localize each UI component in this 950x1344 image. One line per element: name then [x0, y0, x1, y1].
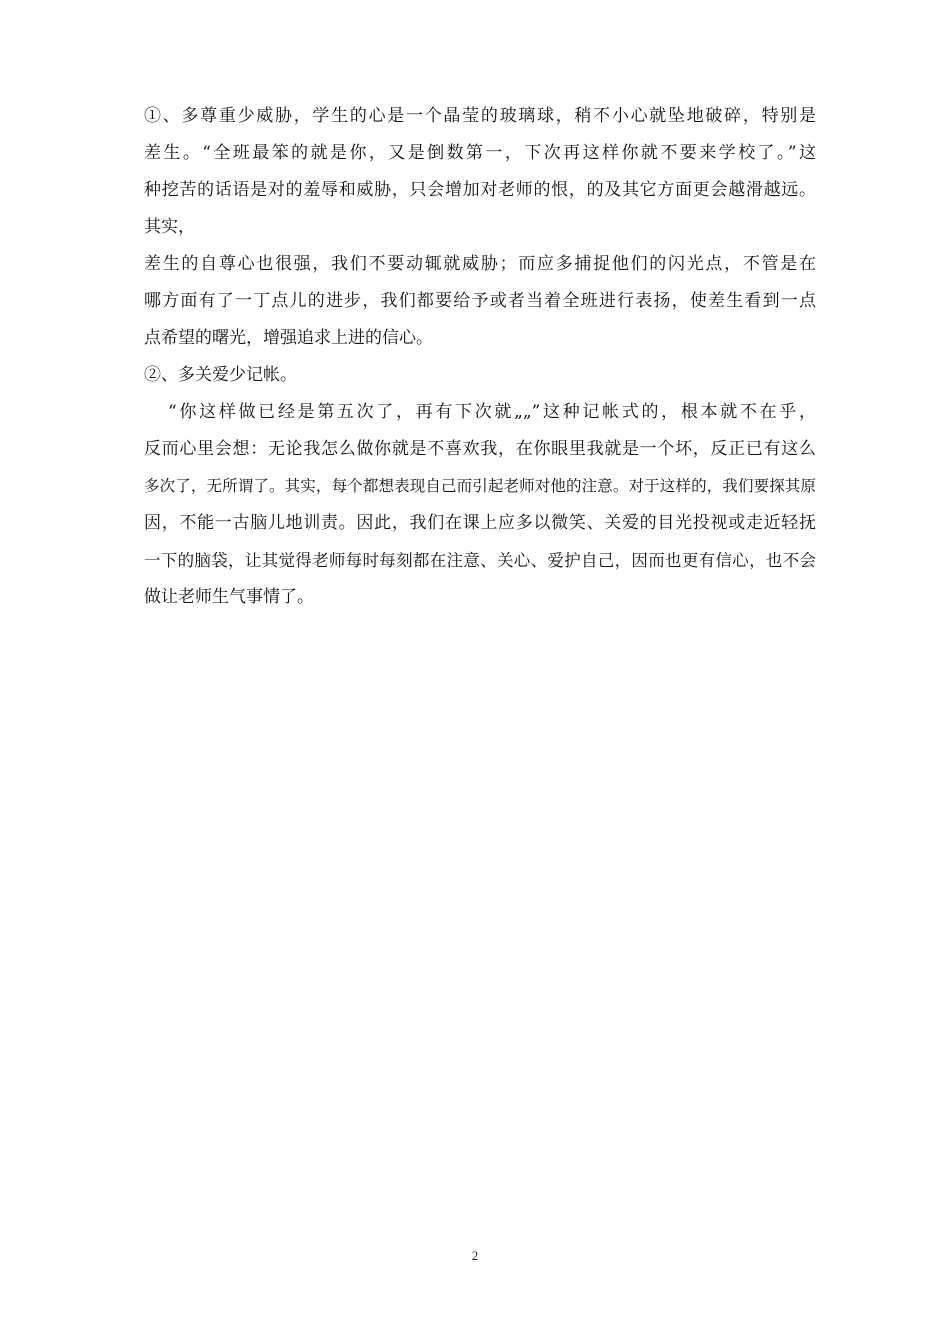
paragraph-line: 多次了，无所谓了。其实，每个都想表现自己而引起老师对他的注意。对于这样的，我们要探其原 — [144, 477, 816, 495]
document-body — [144, 98, 816, 616]
section-heading: ②、多关爱少记帐。 — [144, 365, 297, 385]
paragraph-line: ①、多尊重少威胁，学生的心是一个晶莹的玻璃球，稍不小心就坠地破碎，特别是 — [144, 106, 816, 126]
paragraph-line: 哪方面有了一丁点儿的进步，我们都要给予或者当着全班进行表扬，使差生看到一点 — [144, 291, 816, 311]
paragraph-line: “你这样做已经是第五次了，再有下次就„„”这种记帐式的，根本就不在乎， — [168, 402, 816, 422]
paragraph-line: 因，不能一古脑儿地训责。因此，我们在课上应多以微笑、关爱的目光投视或走近轻抚 — [144, 513, 816, 533]
page-number: 2 — [471, 1248, 479, 1263]
paragraph-line: 差生的自尊心也很强，我们不要动辄就威胁；而应多捕捉他们的闪光点，不管是在 — [144, 254, 816, 274]
paragraph-line: 做让老师生气事情了。 — [144, 587, 314, 607]
paragraph-line: 反而心里会想：无论我怎么做你就是不喜欢我，在你眼里我就是一个坏，反正已有这么 — [144, 439, 816, 459]
paragraph-line: 差生。“全班最笨的就是你，又是倒数第一，下次再这样你就不要来学校了。”这 — [144, 143, 816, 163]
paragraph-line: 一下的脑袋，让其觉得老师每时每刻都在注意、关心、爱护自己，因而也更有信心，也不会 — [144, 551, 816, 570]
paragraph-line: 其实， — [144, 217, 195, 237]
paragraph-line: 种挖苦的话语是对的羞辱和威胁，只会增加对老师的恨，的及其它方面更会越滑越远。 — [144, 180, 816, 200]
paragraph-line: 点希望的曙光，增强追求上进的信心。 — [144, 328, 433, 348]
